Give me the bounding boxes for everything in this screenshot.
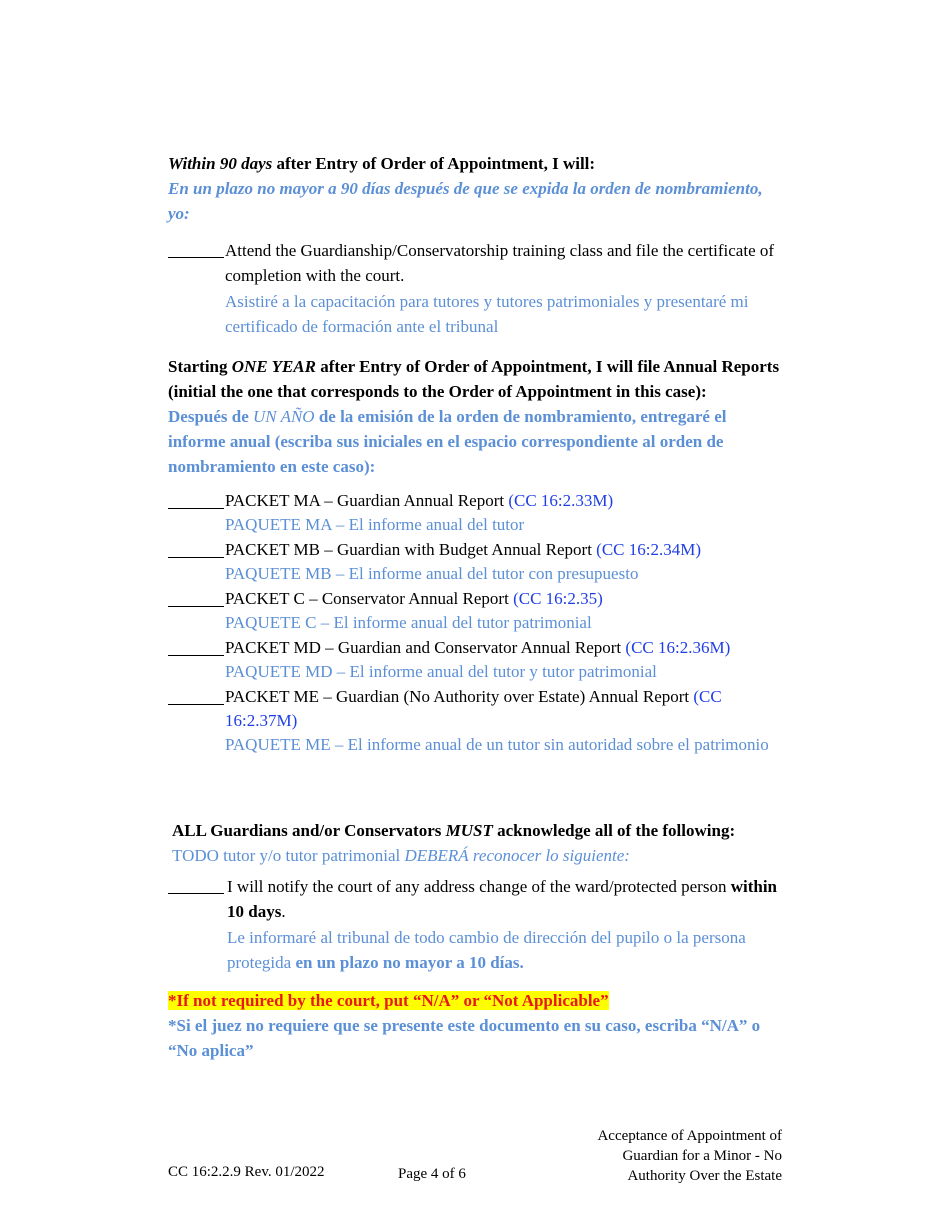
footer-form-title: Acceptance of Appointment of Guardian for a Minor - No Authority Over the Estate bbox=[597, 1128, 782, 1184]
address-change-text: I will notify the court of any address change of the ward/protected person within 10 days. bbox=[227, 877, 777, 921]
training-item bbox=[168, 238, 788, 339]
section-90-days-heading: Within 90 days after Entry of Order of Appointment, I will: bbox=[168, 154, 596, 173]
packet-item-mb: PACKET MB – Guardian with Budget Annual Report (CC 16:2.34M) PAQUETE MB – El informe anual del tutor con presupuesto bbox=[168, 538, 788, 586]
section-annual-reports-heading: Starting ONE YEAR after Entry of Order of Appointment, I will file Annual Reports (initial the one that corresponds to the Order of Appointment in this case): bbox=[168, 357, 780, 401]
initials-blank[interactable] bbox=[168, 238, 224, 258]
initials-blank[interactable] bbox=[168, 685, 224, 705]
packet-item-ma: PACKET MA – Guardian Annual Report (CC 16:2.33M) PAQUETE MA – El informe anual del tutor bbox=[168, 489, 788, 537]
footer-form-id: CC 16:2.2.9 Rev. 01/2022 bbox=[168, 1164, 325, 1180]
note-es: *Si el juez no requiere que se presente este documento en su caso, escriba “N/A” o “No aplica” bbox=[168, 1016, 761, 1060]
section-annual-reports-heading-es: Después de UN AÑO de la emisión de la orden de nombramiento, entregaré el informe anual (escriba sus iniciales en el espacio correspondiente al orden de nombramiento en este caso): bbox=[168, 407, 727, 476]
packet-item-c: PACKET C – Conservator Annual Report (CC 16:2.35) PAQUETE C – El informe anual del tutor patrimonial bbox=[168, 587, 788, 635]
section-acknowledge-heading: ALL Guardians and/or Conservators MUST acknowledge all of the following: bbox=[172, 821, 736, 840]
address-change-item bbox=[168, 874, 788, 975]
packet-list bbox=[168, 489, 788, 757]
training-item-text-es: Asistiré a la capacitación para tutores y tutores patrimoniales y presentaré mi certificado de formación ante el tribunal bbox=[225, 292, 749, 336]
initials-blank[interactable] bbox=[168, 587, 224, 607]
packet-item-me: PACKET ME – Guardian (No Authority over Estate) Annual Report (CC 16:2.37M) PAQUETE ME – El informe anual de un tutor sin autoridad sobre el patrimonio bbox=[168, 685, 788, 757]
initials-blank[interactable] bbox=[168, 636, 224, 656]
section-acknowledge bbox=[172, 818, 802, 868]
section-90-days-heading-es: En un plazo no mayor a 90 días después de que se expida la orden de nombramiento, yo: bbox=[168, 179, 763, 223]
initials-blank[interactable] bbox=[168, 489, 224, 509]
section-acknowledge-heading-es: TODO tutor y/o tutor patrimonial DEBERÁ reconocer lo siguiente: bbox=[172, 846, 630, 865]
initials-blank[interactable] bbox=[168, 538, 224, 558]
footer-page-number: Page 4 of 6 bbox=[398, 1166, 466, 1182]
section-annual-reports bbox=[168, 354, 788, 757]
packet-item-md: PACKET MD – Guardian and Conservator Annual Report (CC 16:2.36M) PAQUETE MD – El informe anual del tutor y tutor patrimonial bbox=[168, 636, 788, 684]
initials-blank[interactable] bbox=[168, 874, 224, 894]
section-90-days bbox=[168, 151, 788, 339]
address-change-text-es: Le informaré al tribunal de todo cambio de dirección del pupilo o la persona protegida en un plazo no mayor a 10 días. bbox=[227, 928, 746, 972]
not-applicable-note bbox=[168, 988, 788, 1063]
training-item-text: Attend the Guardianship/Conservatorship training class and file the certificate of completion with the court. bbox=[225, 241, 775, 285]
note-highlight: *If not required by the court, put “N/A” or “Not Applicable” bbox=[168, 991, 609, 1010]
